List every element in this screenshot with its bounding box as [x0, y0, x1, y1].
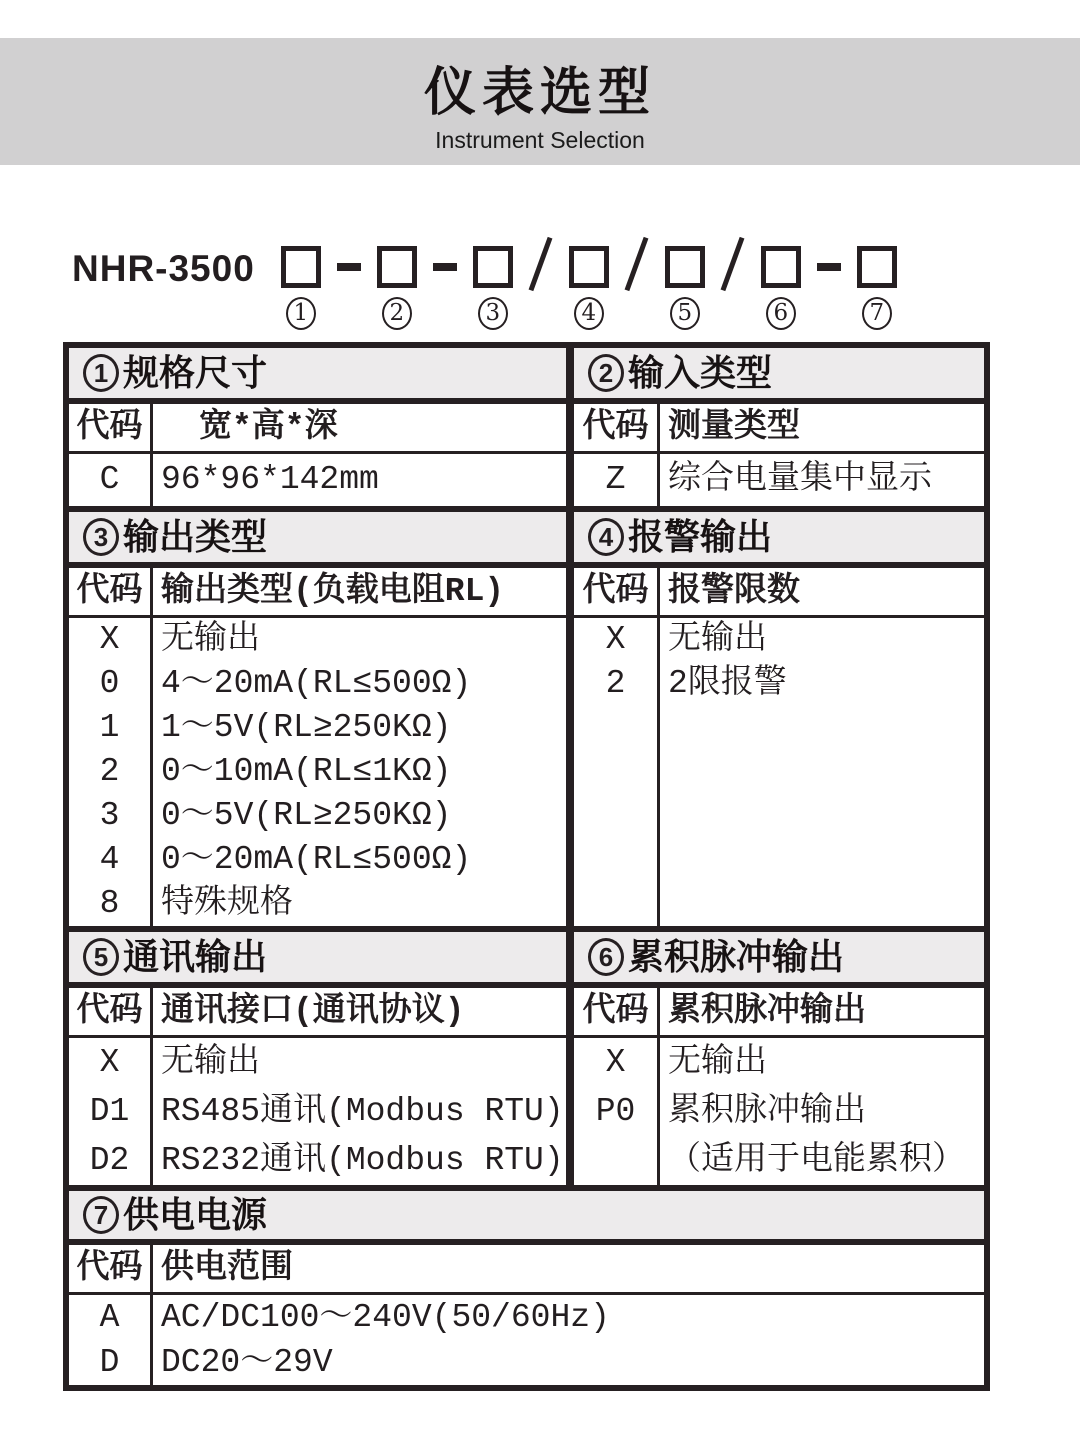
section-title: 报警输出 [628, 516, 773, 557]
page-subtitle: Instrument Selection [435, 127, 645, 153]
dash-separator [801, 246, 857, 288]
desc-cell: DC20～29V [161, 1344, 333, 1381]
circled-number-label: 6 [773, 300, 789, 326]
empty-code-cell [574, 706, 660, 926]
circled-number-label: 5 [677, 300, 693, 326]
desc-header-cell: 供电范围 [161, 1250, 293, 1287]
desc-cell: 特殊规格 [161, 885, 293, 922]
dash-separator [417, 246, 473, 288]
desc-cell: 96*96*142mm [161, 461, 379, 498]
section-number-label: 2 [598, 358, 614, 388]
section-1-header [69, 348, 566, 404]
code-cell: A [69, 1295, 153, 1340]
desc-header-cell: 输出类型(负载电阻RL) [161, 573, 505, 610]
circled-number-label: 2 [389, 300, 405, 326]
slash-separator [609, 246, 665, 288]
code-cell: X [69, 1038, 153, 1087]
model-position-3 [473, 246, 513, 330]
table-row [69, 838, 566, 882]
section-2-header [574, 348, 984, 404]
code-header-cell: 代码 [69, 988, 153, 1035]
section-7-header [69, 1191, 984, 1245]
desc-cell: 无输出 [161, 1044, 260, 1081]
section-1 [69, 348, 574, 506]
slash-separator [513, 246, 569, 288]
section-2 [574, 348, 984, 506]
model-position-1 [281, 246, 321, 330]
table-row [69, 618, 566, 662]
table-row [574, 618, 984, 662]
table-row [69, 882, 566, 926]
table-row [574, 1087, 984, 1136]
model-position-2 [377, 246, 417, 330]
desc-cell: 无输出 [161, 621, 260, 658]
model-prefix: NHR-3500 [72, 248, 255, 289]
code-header-cell: 代码 [69, 404, 153, 451]
section-5-circled-number [83, 938, 119, 976]
table-band [69, 926, 984, 1185]
desc-cell: 0～10mA(RL≤1KΩ) [161, 753, 452, 790]
slash-glyph [529, 237, 553, 291]
table-row [574, 454, 984, 506]
code-cell: X [574, 1038, 660, 1087]
section-5-header [69, 932, 566, 988]
section-4-circled-number [588, 518, 624, 556]
model-position-7 [857, 246, 897, 330]
code-cell: D [69, 1340, 153, 1385]
table-row [69, 1295, 984, 1340]
section-title: 规格尺寸 [123, 352, 268, 393]
section-4-header [574, 512, 984, 568]
column-header-row [69, 404, 566, 454]
section-7 [69, 1191, 984, 1385]
code-cell: 1 [69, 706, 153, 750]
table-band [69, 1185, 984, 1385]
section-1-rows [69, 454, 566, 506]
section-number-label: 1 [93, 358, 109, 388]
column-header-row [69, 988, 566, 1038]
slash-glyph [625, 237, 649, 291]
circled-number-2 [382, 297, 412, 330]
section-2-circled-number [588, 354, 624, 392]
code-cell: 0 [69, 662, 153, 706]
dash-separator [321, 246, 377, 288]
section-3 [69, 512, 574, 926]
code-cell: Z [574, 454, 660, 506]
code-header-cell: 代码 [574, 568, 660, 615]
section-3-rows [69, 618, 566, 926]
code-header-cell: 代码 [69, 1245, 153, 1292]
section-3-header [69, 512, 566, 568]
code-cell: D1 [69, 1087, 153, 1136]
section-title: 输入类型 [628, 352, 773, 393]
section-title: 累积脉冲输出 [628, 936, 845, 977]
circled-number-5 [670, 297, 700, 330]
section-6 [574, 932, 984, 1185]
desc-cell: （适用于电能累积） [668, 1142, 965, 1179]
desc-cell: 无输出 [668, 621, 767, 658]
table-row [69, 1340, 984, 1385]
circled-number-label: 1 [293, 300, 309, 326]
table-row [69, 706, 566, 750]
desc-cell: 无输出 [668, 1044, 767, 1081]
empty-desc-cell [660, 706, 984, 926]
table-row [69, 1136, 566, 1185]
model-boxes [281, 246, 897, 330]
section-3-circled-number [83, 518, 119, 556]
section-number-label: 3 [93, 522, 109, 552]
code-header-cell: 代码 [69, 568, 153, 615]
title-band [0, 38, 1080, 165]
circled-number-7 [862, 297, 892, 330]
section-6-circled-number [588, 938, 624, 976]
dash-glyph [337, 263, 361, 271]
dash-glyph [433, 263, 457, 271]
model-code-line [72, 246, 897, 330]
section-2-rows [574, 454, 984, 506]
code-cell: 4 [69, 838, 153, 882]
model-box-7 [857, 246, 897, 288]
section-6-rows [574, 1038, 984, 1185]
model-position-4 [569, 246, 609, 330]
circled-number-1 [286, 297, 316, 330]
desc-header-cell: 通讯接口(通讯协议) [161, 993, 465, 1030]
section-1-circled-number [83, 354, 119, 392]
model-position-5 [665, 246, 705, 330]
section-5-rows [69, 1038, 566, 1185]
slash-separator [705, 246, 761, 288]
table-band [69, 506, 984, 926]
model-box-6 [761, 246, 801, 288]
code-cell: 8 [69, 882, 153, 926]
page-title: 仪表选型 [423, 64, 656, 122]
section-7-rows [69, 1295, 984, 1385]
model-box-3 [473, 246, 513, 288]
code-cell: 2 [574, 662, 660, 706]
column-header-row [574, 404, 984, 454]
section-title: 通讯输出 [123, 936, 268, 977]
table-row [69, 794, 566, 838]
desc-cell: AC/DC100～240V(50/60Hz) [161, 1299, 610, 1336]
desc-cell: 2限报警 [668, 665, 787, 702]
desc-cell: 累积脉冲输出 [668, 1093, 866, 1130]
section-4-rows [574, 618, 984, 926]
section-title: 供电电源 [123, 1194, 268, 1235]
code-cell: X [69, 618, 153, 662]
code-header-cell: 代码 [574, 404, 660, 451]
code-cell: C [69, 454, 153, 506]
slash-glyph [721, 237, 745, 291]
section-number-label: 5 [93, 942, 109, 972]
desc-cell: RS485通讯(Modbus RTU) [161, 1093, 564, 1130]
model-box-1 [281, 246, 321, 288]
table-row [69, 1087, 566, 1136]
circled-number-label: 3 [485, 300, 501, 326]
model-box-5 [665, 246, 705, 288]
column-header-row [574, 568, 984, 618]
table-band [69, 348, 984, 506]
column-header-row [574, 988, 984, 1038]
section-title: 输出类型 [123, 516, 268, 557]
desc-cell: 4～20mA(RL≤500Ω) [161, 665, 472, 702]
section-number-label: 4 [598, 522, 614, 552]
desc-header-cell: 宽*高*深 [199, 409, 338, 446]
desc-cell: 0～20mA(RL≤500Ω) [161, 841, 472, 878]
table-row [574, 662, 984, 706]
table-row [69, 454, 566, 506]
circled-number-label: 4 [581, 300, 597, 326]
model-box-4 [569, 246, 609, 288]
circled-number-3 [478, 297, 508, 330]
circled-number-6 [766, 297, 796, 330]
table-row [69, 750, 566, 794]
desc-cell: 综合电量集中显示 [668, 461, 932, 498]
table-row [574, 1038, 984, 1087]
section-number-label: 7 [93, 1200, 109, 1230]
circled-number-4 [574, 297, 604, 330]
code-cell: D2 [69, 1136, 153, 1185]
desc-cell: RS232通讯(Modbus RTU) [161, 1142, 564, 1179]
column-header-row [69, 568, 566, 618]
section-number-label: 6 [598, 942, 614, 972]
section-6-header [574, 932, 984, 988]
dash-glyph [817, 263, 841, 271]
section-7-circled-number [83, 1196, 119, 1234]
code-cell: 3 [69, 794, 153, 838]
circled-number-label: 7 [869, 300, 885, 326]
desc-header-cell: 累积脉冲输出 [668, 993, 866, 1030]
desc-header-cell: 测量类型 [668, 409, 800, 446]
section-4 [574, 512, 984, 926]
table-row [69, 1038, 566, 1087]
empty-filler-row [574, 706, 984, 926]
section-5 [69, 932, 574, 1185]
model-box-2 [377, 246, 417, 288]
code-header-cell: 代码 [574, 988, 660, 1035]
model-position-6 [761, 246, 801, 330]
code-cell: P0 [574, 1087, 660, 1136]
desc-header-cell: 报警限数 [668, 573, 800, 610]
table-row [574, 1136, 984, 1185]
table-row [69, 662, 566, 706]
code-cell: X [574, 618, 660, 662]
desc-cell: 1～5V(RL≥250KΩ) [161, 709, 452, 746]
desc-cell: 0～5V(RL≥250KΩ) [161, 797, 452, 834]
column-header-row [69, 1245, 984, 1295]
code-cell [574, 1136, 660, 1185]
selection-table [63, 342, 990, 1391]
code-cell: 2 [69, 750, 153, 794]
